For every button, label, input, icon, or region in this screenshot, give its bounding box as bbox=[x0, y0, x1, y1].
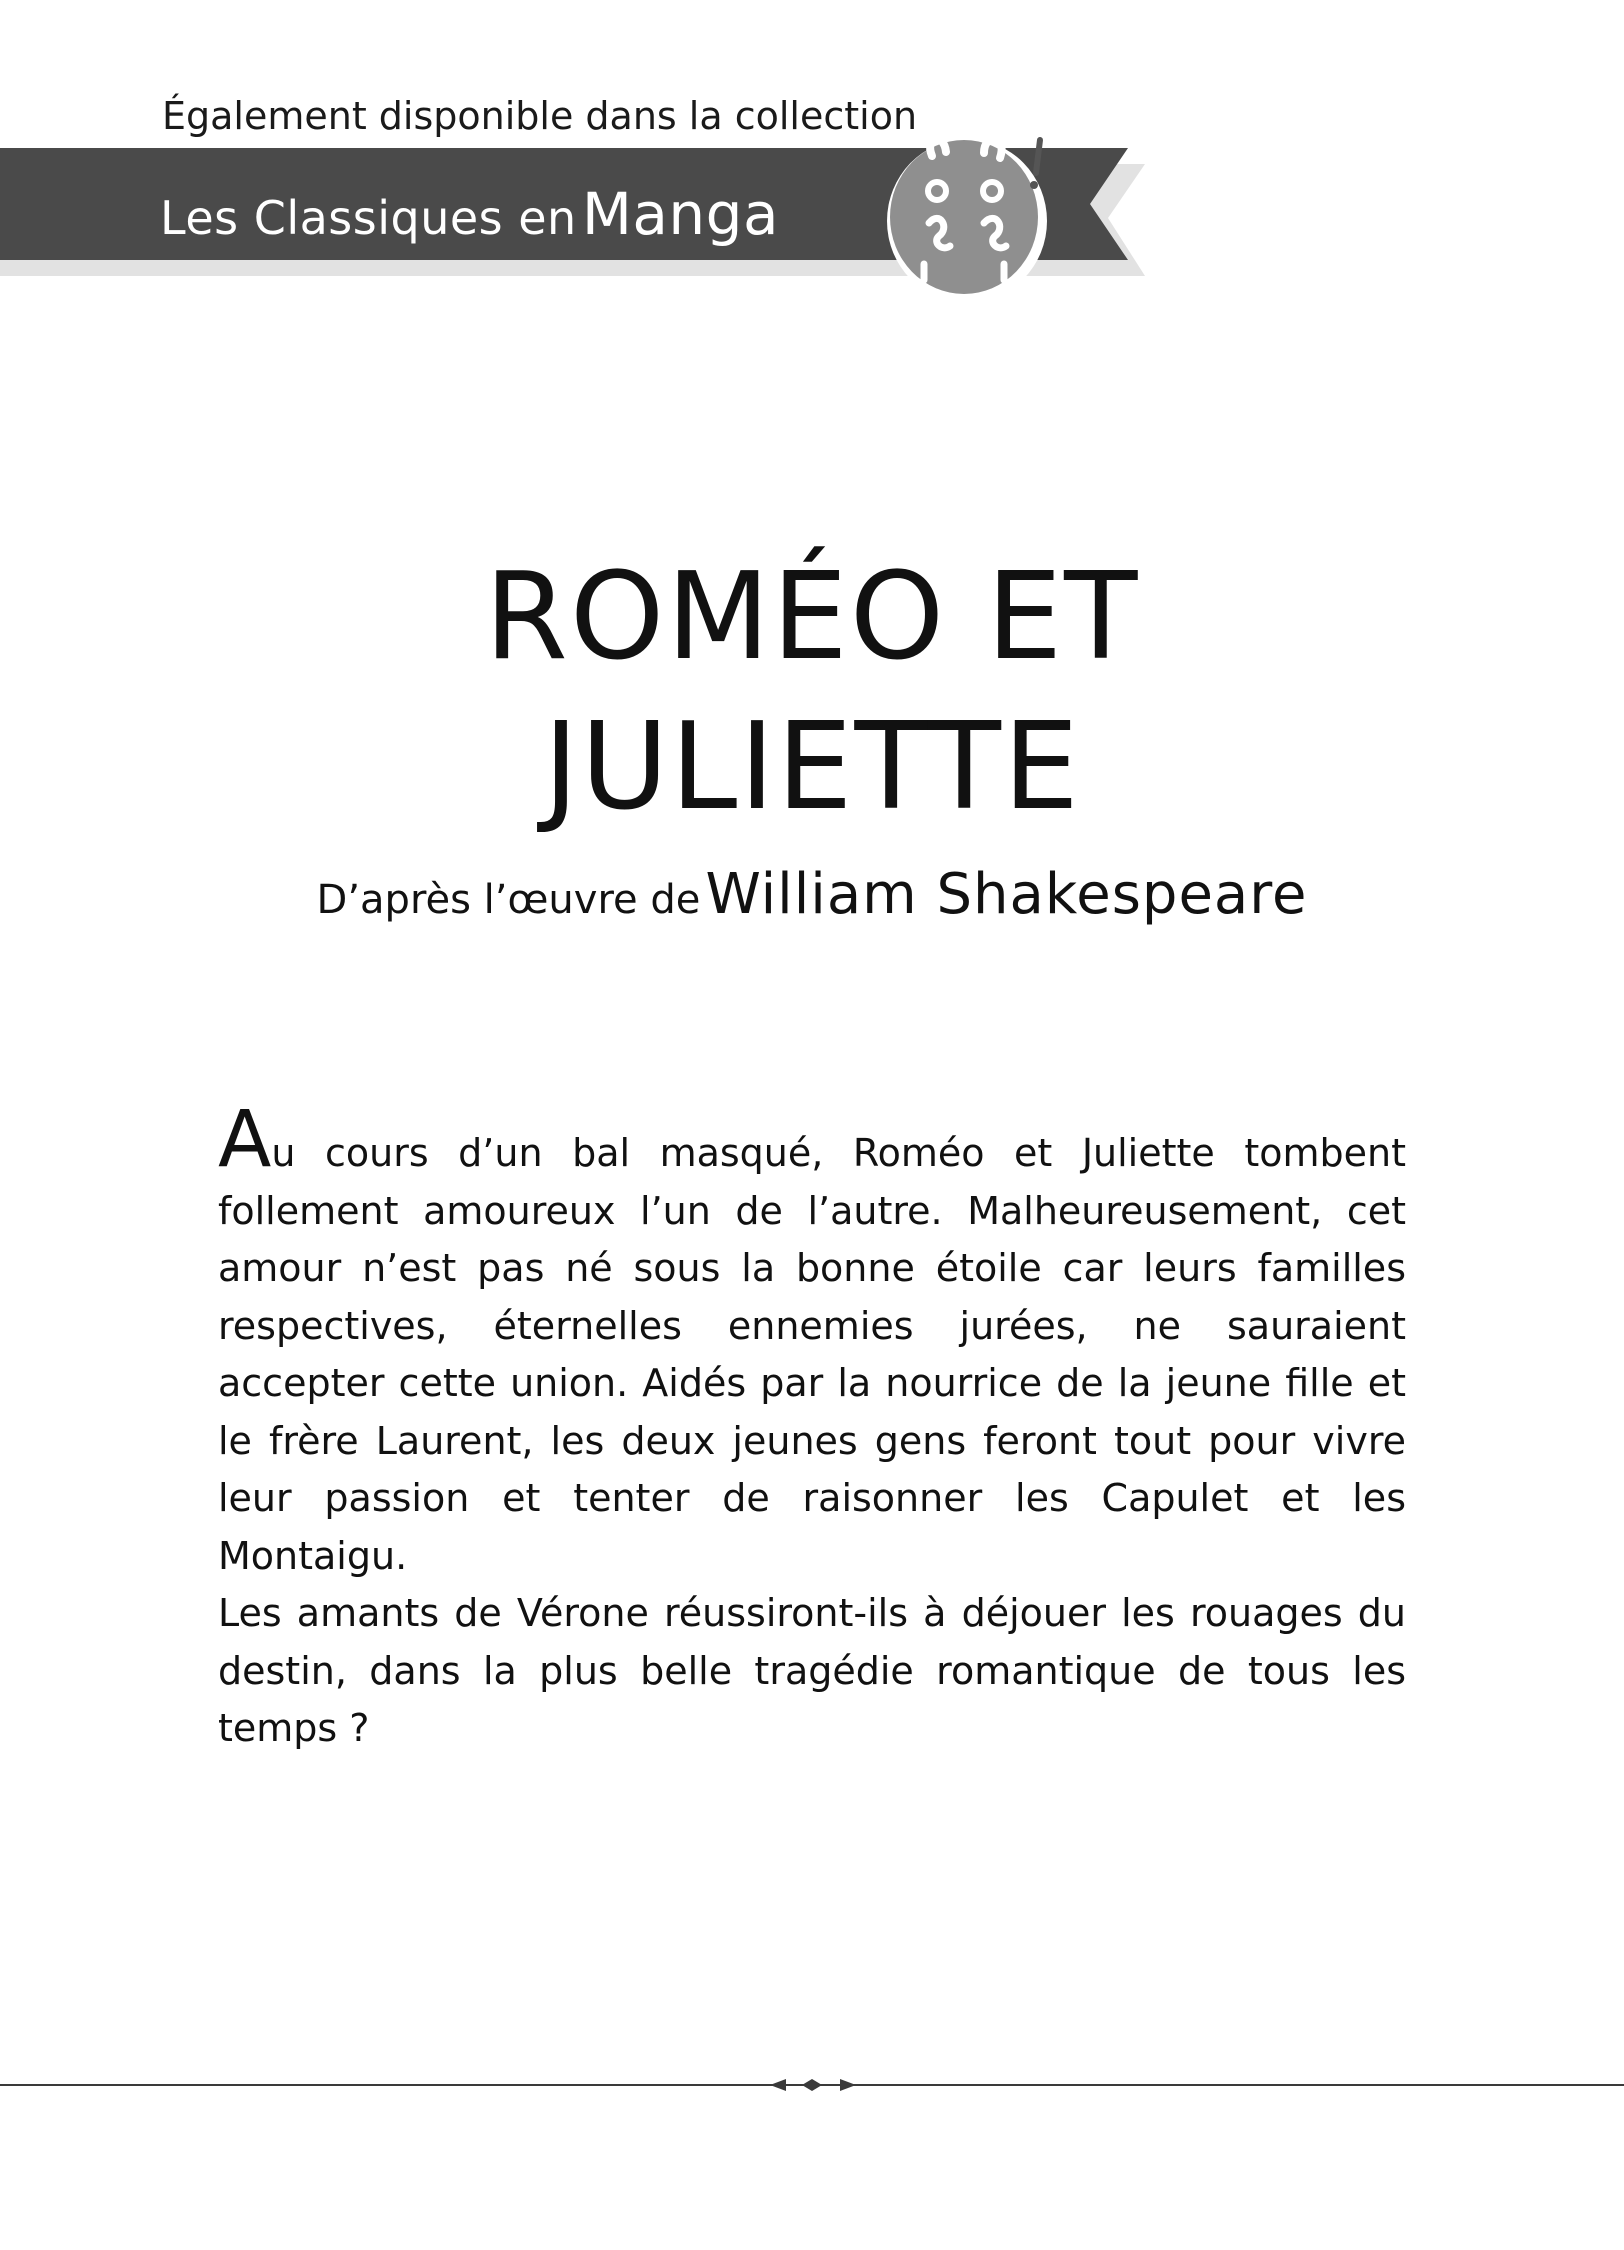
collection-prefix: Les Classiques en bbox=[160, 191, 577, 245]
collection-main-word: Manga bbox=[581, 180, 780, 248]
summary-paragraph-2: Les amants de Vérone réussiront-ils à déjouer les rouages du destin, dans la plus belle tragédie romantique de tous les temps ? bbox=[218, 1591, 1406, 1750]
summary-paragraph-1-text: u cours d’un bal masqué, Roméo et Juliette tombent follement amoureux l’un de l’autre. Malheureusement, cet amour n’est pas né sous la bonne étoile car leurs familles respectives, éternelles ennemies jurées, ne sauraient accepter cette union. Aidés par la nourrice de la jeune fille et le frère Laurent, les deux jeunes gens feront tout pour vivre leur passion et tenter de raisonner les Capulet et les Montaigu. bbox=[218, 1131, 1406, 1578]
book-title-line-1: ROMÉO ET bbox=[484, 548, 1140, 687]
summary-paragraph-1 bbox=[218, 1095, 1406, 1585]
collection-name bbox=[160, 178, 779, 250]
footer-ornamental-rule bbox=[0, 2070, 1624, 2100]
byline-prefix: D’après l’œuvre de bbox=[316, 877, 701, 923]
collection-availability-text: Également disponible dans la collection bbox=[162, 94, 918, 138]
book-title-line-2: JULIETTE bbox=[543, 698, 1081, 837]
manga-mascot-icon bbox=[880, 118, 1075, 308]
author-name: William Shakespeare bbox=[705, 862, 1308, 927]
author-byline bbox=[0, 862, 1624, 927]
summary-initial-letter: A bbox=[218, 1095, 272, 1185]
book-summary bbox=[218, 1095, 1406, 1758]
